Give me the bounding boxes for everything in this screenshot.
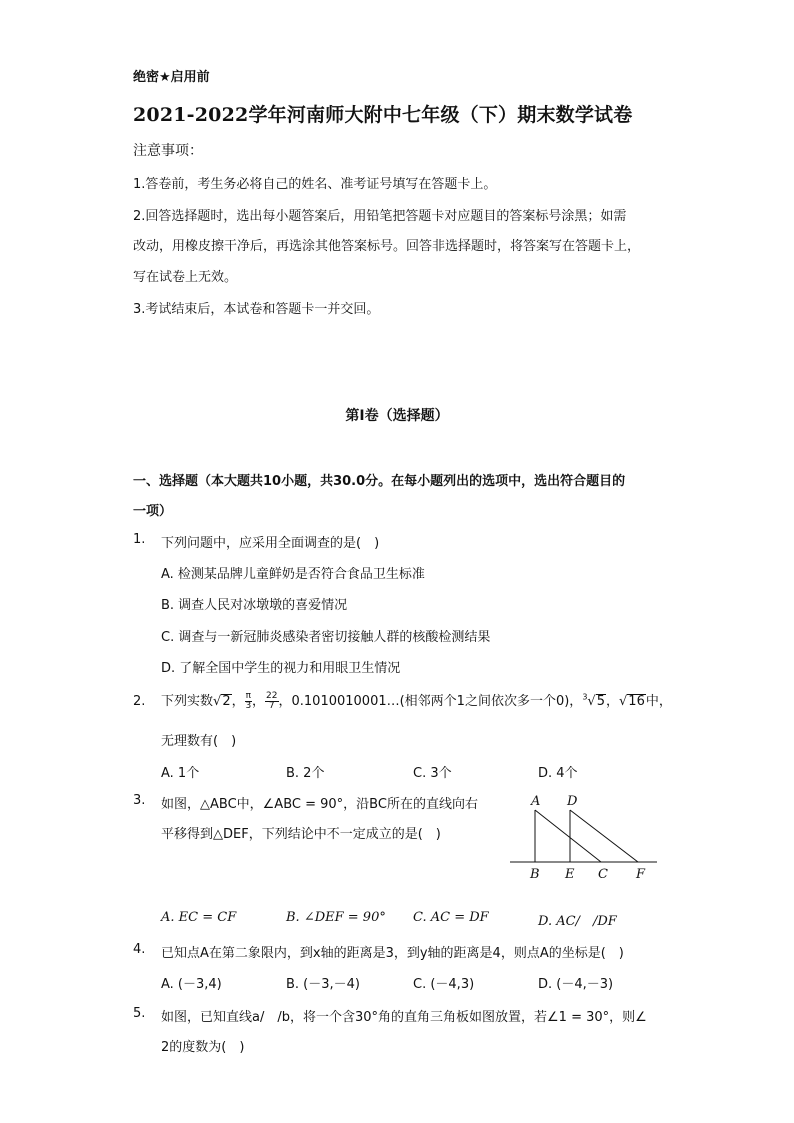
confidential-mark: 绝密★启用前 (133, 70, 210, 85)
q3-label-c: C (598, 867, 608, 882)
q2-sqrt-2: 2 (222, 694, 231, 709)
q3-triangle-figure (505, 790, 665, 885)
q4-option-d: D. (－4,－3) (538, 977, 614, 992)
q2-fraction-22-7 (265, 692, 278, 711)
q3-label-a: A (531, 794, 541, 809)
sqrt-symbol-icon-2: √ (619, 694, 628, 709)
q3-option-a: A. EC = CF (161, 910, 237, 925)
q5-stem-line-1: 如图，已知直线a/ /b，将一个含30°角的直角三角板如图放置，若∠1 = 30°，则∠ (161, 1010, 647, 1025)
q2-cbrt-index: 3 (582, 692, 588, 702)
note-line-2: 2.回答选择题时，选出每小题答案后，用铅笔把答题卡对应题目的答案标号涂黑；如需 (133, 209, 627, 224)
q3-number: 3. (133, 793, 146, 808)
q2-stem-line-2: 无理数有( ) (161, 734, 237, 749)
note-line-1: 1.答卷前，考生务必将自己的姓名、准考证号填写在答题卡上。 (133, 177, 497, 192)
q3-segment-df (570, 810, 638, 862)
note-line-3: 改动，用橡皮擦干净后，再选涂其他答案标号。回答非选择题时，将答案写在答题卡上， (133, 239, 641, 254)
cbrt-symbol-icon: √ (587, 694, 596, 709)
q3-label-e: E (565, 867, 575, 882)
q4-option-c: C. (－4,3) (413, 977, 475, 992)
q3-label-b: B (530, 867, 540, 882)
note-line-4: 写在试卷上无效。 (133, 270, 238, 285)
q4-number: 4. (133, 942, 146, 957)
q4-stem: 已知点A在第二象限内，到x轴的距离是3，到y轴的距离是4，则点A的坐标是( ) (161, 946, 624, 961)
q3-option-d: D. AC/ /DF (538, 914, 617, 929)
q5-number: 5. (133, 1006, 146, 1021)
q2-option-d: D. 4个 (538, 766, 578, 781)
q3-stem-line-1: 如图，△ABC中，∠ABC = 90°，沿BC所在的直线向右 (161, 797, 478, 812)
q2-stem-start: 下列实数 (161, 694, 214, 709)
q3-label-f: F (636, 867, 646, 882)
q1-stem: 下列问题中，应采用全面调查的是( ) (161, 536, 380, 551)
q2-decimal-text: ，0.1010010001…(相邻两个1之间依次多一个0)， (278, 694, 583, 709)
q2-sqrt-16: 16 (628, 694, 645, 709)
q2-option-a: A. 1个 (161, 766, 200, 781)
q2-pi-numerator: π (245, 691, 252, 701)
q2-22-numerator: 22 (266, 691, 278, 701)
q1-option-b: B. 调查人民对冰墩墩的喜爱情况 (161, 598, 348, 613)
q2-pi-denominator: 3 (245, 701, 252, 711)
sqrt-symbol-icon: √ (213, 694, 222, 709)
q2-7-denominator: 7 (268, 701, 275, 711)
q4-option-b: B. (－3,－4) (286, 977, 361, 992)
q3-stem-line-2: 平移得到△DEF，下列结论中不一定成立的是( ) (161, 827, 441, 842)
q3-segment-ac (535, 810, 601, 862)
q2-option-b: B. 2个 (286, 766, 325, 781)
q2-option-c: C. 3个 (413, 766, 452, 781)
q3-option-b: B. ∠DEF = 90° (286, 910, 386, 925)
q2-fraction-pi-3 (245, 692, 252, 711)
q2-stem-end: 中， (645, 694, 672, 709)
part-heading-line-2: 一项） (133, 504, 173, 519)
q3-option-c: C. AC = DF (413, 910, 489, 925)
notes-heading: 注意事项： (133, 143, 203, 159)
q2-number: 2. (133, 694, 146, 709)
note-line-5: 3.考试结束后，本试卷和答题卡一并交回。 (133, 302, 380, 317)
exam-title: 2021-2022学年河南师大附中七年级（下）期末数学试卷 (133, 104, 633, 126)
q2-stem-line-1: 下列实数√2， $\frac{\pi}{3}$ ， $\frac{22}{7}$ ，0.1010010001…(相邻两个1之间依次多一个0)，$^3$√5，√16中， (161, 691, 672, 711)
q1-number: 1. (133, 532, 146, 547)
section-title: 第Ⅰ卷（选择题） (345, 408, 449, 424)
q3-label-d: D (567, 794, 578, 809)
q2-cbrt-5: 5 (596, 694, 605, 709)
q1-option-d: D. 了解全国中学生的视力和用眼卫生情况 (161, 661, 401, 676)
q4-option-a: A. (－3,4) (161, 977, 222, 992)
q1-option-a: A. 检测某品牌儿童鲜奶是否符合食品卫生标准 (161, 567, 425, 582)
part-heading-line-1: 一、选择题（本大题共10小题，共30.0分。在每小题列出的选项中，选出符合题目的 (133, 474, 626, 489)
q5-stem-line-2: 2的度数为( ) (161, 1040, 245, 1055)
q1-option-c: C. 调查与一新冠肺炎感染者密切接触人群的核酸检测结果 (161, 630, 491, 645)
